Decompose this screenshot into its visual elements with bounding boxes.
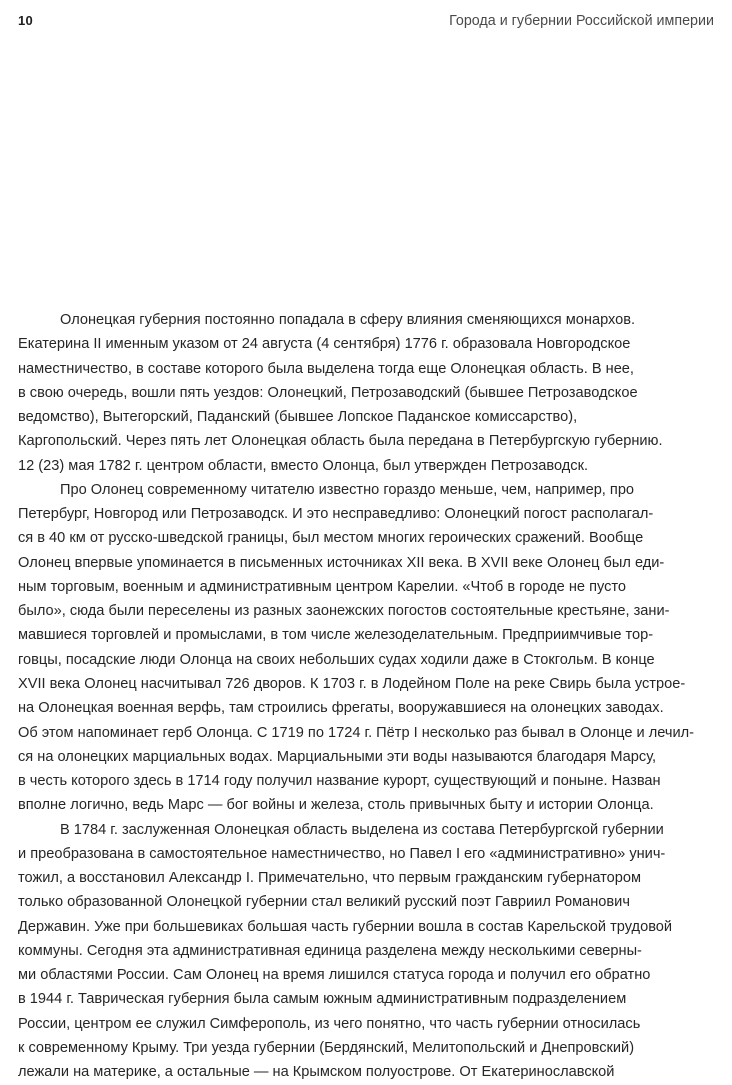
running-header-title: Города и губернии Российской империи [449, 13, 714, 29]
text-line: Каргопольский. Через пять лет Олонецкая область была передана в Петербургскую губернию. [18, 433, 663, 450]
text-line: ся на олонецких марциальных водах. Марциальными эти воды называются благодаря Марсу, [18, 748, 657, 765]
text-line: Екатерина II именным указом от 24 августа (4 сентября) 1776 г. образовала Новгородское [18, 336, 631, 353]
text-line: в честь которого здесь в 1714 году получил название курорт, существующий и поныне. Назван [18, 773, 661, 790]
text-line: Петербург, Новгород или Петрозаводск. И это несправедливо: Олонецкий погост располагал- [18, 506, 654, 523]
text-line: наместничество, в составе которого была выделена тогда еще Олонецкая область. В нее, [18, 360, 634, 377]
text-line: мавшиеся торговлей и промыслами, в том числе железоделательным. Предприимчивые тор- [18, 627, 654, 644]
paragraph-first-line: Про Олонец современному читателю известно гораздо меньше, чем, например, про [60, 481, 635, 498]
text-line: XVII века Олонец насчитывал 726 дворов. К 1703 г. в Лодейном Поле на реке Свирь была устрое- [18, 675, 686, 692]
page-number: 10 [18, 13, 34, 28]
text-line: коммуны. Сегодня эта административная единица разделена между несколькими северны- [18, 942, 642, 959]
text-line: было», сюда были переселены из разных заонежских погостов состоятельные крестьяне, зани- [18, 603, 670, 620]
paragraph-first-line: В 1784 г. заслуженная Олонецкая область выделена из состава Петербургской губернии [60, 821, 664, 838]
text-line: говцы, посадские люди Олонца на своих небольших судах ходили даже в Стокгольм. В конце [18, 651, 655, 668]
text-line: ведомство), Вытегорский, Паданский (бывшее Лопское Паданское комиссарство), [18, 409, 578, 426]
text-line: 12 (23) мая 1782 г. центром области, вместо Олонца, был утвержден Петрозаводск. [18, 457, 589, 474]
text-line: и преобразована в самостоятельное наместничество, но Павел I его «административно» унич- [18, 845, 666, 862]
text-line: на Олонецкая военная верфь, там строились фрегаты, вооружавшиеся на олонецких заводах. [18, 700, 664, 717]
text-line: Об этом напоминает герб Олонца. С 1719 по 1724 г. Пётр I несколько раз бывал в Олонце и лечил- [18, 724, 695, 741]
text-line: Державин. Уже при большевиках большая часть губернии вошла в состав Карельской трудовой [18, 918, 673, 935]
text-line: к современному Крыму. Три уезда губернии (Бердянский, Мелитопольский и Днепровский) [18, 1039, 635, 1056]
text-line: лежали на материке, а остальные — на Крымском полуострове. От Екатеринославской [18, 1064, 615, 1081]
text-line: ным торговым, военным и административным центром Карелии. «Чтоб в городе не пусто [18, 578, 627, 595]
text-line: России, центром ее служил Симферополь, из чего понятно, что часть губернии относилась [18, 1015, 641, 1032]
body-text [18, 308, 708, 1085]
text-line: в 1944 г. Таврическая губерния была самым южным административным подразделением [18, 991, 627, 1008]
text-line: в свою очередь, вошли пять уездов: Олонецкий, Петрозаводский (бывшее Петрозаводское [18, 384, 638, 401]
text-line: тожил, а восстановил Александр I. Примечательно, что первым гражданским губернатором [18, 870, 642, 887]
text-line: ми областями России. Сам Олонец на время лишился статуса города и получил его обратно [18, 967, 651, 984]
text-line: Олонец впервые упоминается в письменных источниках XII века. В XVII веке Олонец был еди- [18, 554, 665, 571]
paragraph-first-line: Олонецкая губерния постоянно попадала в сферу влияния сменяющихся монархов. [60, 312, 636, 328]
text-line: вполне логично, ведь Марс — бог войны и железа, столь привычных быту и истории Олонца. [18, 797, 654, 814]
text-line: только образованной Олонецкой губернии стал великий русский поэт Гавриил Романович [18, 894, 630, 911]
text-line: ся в 40 км от русско-шведской границы, был местом многих героических сражений. Вообще [18, 530, 644, 547]
